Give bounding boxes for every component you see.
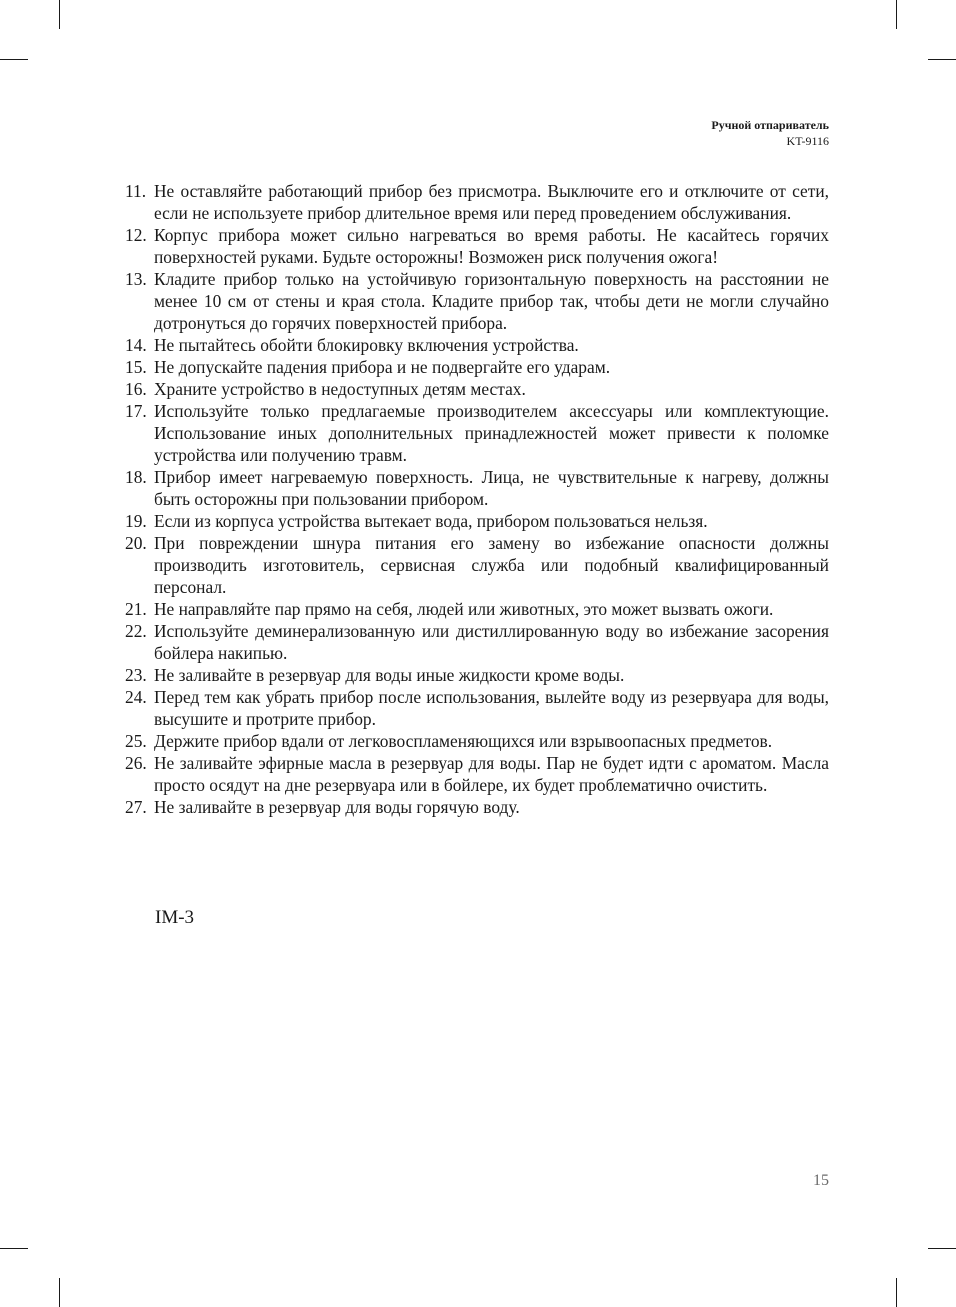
rule-text: Не допускайте падения прибора и не подвергайте его ударам. [154,357,611,377]
rule-text: Используйте деминерализованную или дистиллированную воду во избежание засорения бойлера накипью. [154,621,829,663]
rule-number: 24. [125,687,147,707]
list-item [125,510,829,532]
list-item [125,224,829,268]
rule-text: Кладите прибор только на устойчивую горизонтальную поверхность на расстоянии не менее 10 см от стены и края стола. Кладите прибор так, чтобы дети не могли случайно дотронуться до горячих поверхностей прибора. [154,269,829,333]
document-code: IM-3 [155,907,195,928]
crop-mark-top-left-horizontal [0,59,28,60]
list-item [125,466,829,510]
list-item [125,598,829,620]
crop-mark-bottom-left-vertical [59,1278,60,1307]
crop-mark-top-left-vertical [59,0,60,29]
list-item [125,620,829,664]
list-item [125,752,829,796]
rule-number: 26. [125,753,147,773]
list-item [125,268,829,334]
rule-number: 17. [125,401,147,421]
list-item [125,664,829,686]
rule-number: 27. [125,797,147,817]
rule-text: Прибор имеет нагреваемую поверхность. Лица, не чувствительные к нагреву, должны быть осторожны при пользовании прибором. [154,467,829,509]
list-item [125,378,829,400]
running-header [711,117,829,149]
rule-text: Держите прибор вдали от легковоспламеняющихся или взрывоопасных предметов. [154,731,773,751]
list-item [125,400,829,466]
list-item [125,532,829,598]
rule-number: 19. [125,511,147,531]
list-item [125,356,829,378]
rule-number: 25. [125,731,147,751]
rule-text: Перед тем как убрать прибор после использования, вылейте воду из резервуара для воды, высушите и протрите прибор. [154,687,829,729]
rule-number: 11. [125,181,147,201]
list-item [125,796,829,818]
rule-text: Не заливайте в резервуар для воды горячую воду. [154,797,520,817]
rule-number: 13. [125,269,147,289]
rule-text: Не пытайтесь обойти блокировку включения устройства. [154,335,579,355]
crop-mark-top-right-vertical [896,0,897,29]
list-item [125,686,829,730]
crop-mark-top-right-horizontal [928,59,956,60]
page-number: 15 [813,1172,829,1189]
product-model: KT-9116 [786,134,829,148]
rule-number: 12. [125,225,147,245]
rule-number: 22. [125,621,147,641]
rule-text: При повреждении шнура питания его замену во избежание опасности должны производить изготовитель, сервисная служба или подобный квалифицированный персонал. [154,533,829,597]
rule-number: 23. [125,665,147,685]
list-item [125,180,829,224]
rule-number: 21. [125,599,147,619]
rule-text: Не направляйте пар прямо на себя, людей или животных, это может вызвать ожоги. [154,599,774,619]
rule-text: Используйте только предлагаемые производителем аксессуары или комплектующие. Использование иных дополнительных принадлежностей может привести к поломке устройства или получению травм. [154,401,829,465]
rule-number: 18. [125,467,147,487]
list-item [125,730,829,752]
rule-number: 16. [125,379,147,399]
crop-mark-bottom-right-vertical [896,1278,897,1307]
rule-text: Корпус прибора может сильно нагреваться во время работы. Не касайтесь горячих поверхностей руками. Будьте осторожны! Возможен риск получения ожога! [154,225,829,267]
rule-text: Не оставляйте работающий прибор без присмотра. Выключите его и отключите от сети, если не используете прибор длительное время или перед проведением обслуживания. [154,181,829,223]
crop-mark-bottom-right-horizontal [928,1248,956,1249]
rule-number: 15. [125,357,147,377]
rule-number: 14. [125,335,147,355]
rule-text: Не заливайте в резервуар для воды иные жидкости кроме воды. [154,665,625,685]
product-title: Ручной отпариватель [711,118,829,132]
rule-number: 20. [125,533,147,553]
rule-text: Не заливайте эфирные масла в резервуар для воды. Пар не будет идти с ароматом. Масла просто осядут на дне резервуара или в бойлере, их будет проблематично очистить. [154,753,829,795]
list-item [125,334,829,356]
safety-rules-list [125,180,829,818]
rule-text: Храните устройство в недоступных детям местах. [154,379,526,399]
crop-mark-bottom-left-horizontal [0,1248,28,1249]
rule-text: Если из корпуса устройства вытекает вода, прибором пользоваться нельзя. [154,511,708,531]
